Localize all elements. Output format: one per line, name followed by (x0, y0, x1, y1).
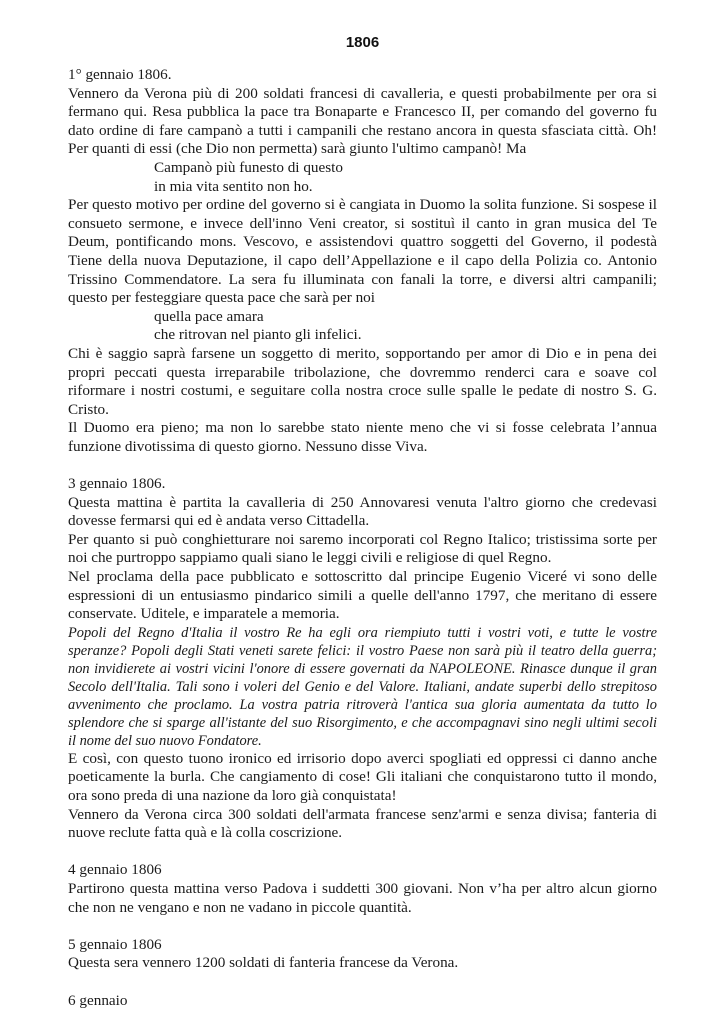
paragraph: Partirono questa mattina verso Padova i suddetti 300 giovani. Non v’ha per altro alcun giorno che non ne vengano e non ne vadano in piccole quantità. (68, 879, 657, 916)
verse-line: quella pace amara (154, 307, 264, 325)
entry-date: 1° gennaio 1806. (68, 66, 172, 83)
paragraph: Nel proclama della pace pubblicato e sottoscritto dal principe Eugenio Viceré vi sono delle espressioni di un entusiasmo pindarico simili a quelle dell'anno 1797, che meritano di essere conservate. Uditele, e imparatele a memoria. (68, 568, 657, 623)
paragraph: Il Duomo era pieno; ma non lo sarebbe stato niente meno che vi si fosse celebrata l’annua funzione divotissima di questo giorno. Nessuno disse Viva. (68, 419, 657, 455)
proclamation-quote: Popoli del Regno d'Italia il vostro Re ha egli ora riempiuto tutti i vostri voti, e tutte le vostre speranze? Popoli degli Stati veneti sarete felici: il vostro Paese non sarà più il teatro della guerra; non invidierete ai vostri vicini l'onore di essere governati da NAPOLEONE. Rinasce dunque il gran Secolo dell'Italia. Tali sono i voleri del Genio e del Valore. Italiani, andate superbi dello strepitoso avvenimento che proclamo. La vostra patria ritroverà l'antica sua gloria aumentata da tutto lo splendore che si sparge all'istante del suo Risorgimento, e che accompagnavi sino negli ultimi secoli il nome del suo nuovo Fondatore. (68, 624, 657, 749)
entry-date: 6 gennaio (68, 991, 128, 1009)
spacer (68, 917, 657, 936)
verse-line: che ritrovan nel pianto gli infelici. (154, 326, 362, 344)
paragraph: Per questo motivo per ordine del governo si è cangiata in Duomo la solita funzione. Si sospese il consueto sermone, e invece dell'inno Veni creator, si sostituì il canto in gran musica del Te Deum, pontificando mons. Vescovo, e assistendovi quattro soggetti del Governo, il podestà Tiene della nuova Deputazione, il capo dell’Appellazione e il capo della Polizia co. Antonio Trissino Commendatore. La sera fu illuminata con fanali la torre, e diversi altri campanili; questo per festeggiare questa pace che sarà per noi (68, 196, 657, 307)
entry-date: 5 gennaio 1806 (68, 935, 162, 953)
paragraph: E così, con questo tuono ironico ed irrisorio dopo averci spogliati ed oppressi ci danno anche poeticamente la burla. Che cangiamento di cose! Gli italiani che conquistarono tutto il mondo, ora sono preda di una nazione da loro già conquistata! (68, 749, 657, 804)
paragraph: Per quanto si può conghietturare noi saremo incorporati col Regno Italico; tristissima sorte per noi che purtroppo sappiamo quali siano le leggi civili e religiose di quel Regno. (68, 530, 657, 567)
verse-line: in mia vita sentito non ho. (154, 177, 313, 195)
spacer (68, 456, 657, 475)
entry-date: 3 gennaio 1806. (68, 475, 166, 493)
paragraph: Vennero da Verona più di 200 soldati francesi di cavalleria, e questi probabilmente per ora si fermano qui. Resa pubblica la pace tra Bonaparte e Francesco II, per comando del governo fu dato ordine di fare campanò a tutti i campanili che restano ancora in questa sfasciata città. Oh! Per quanti di essi (che Dio non permetta) sarà giunto l'ultimo campanò! Ma (68, 84, 657, 158)
paragraph: Vennero da Verona circa 300 soldati dell'armata francese senz'armi e senza divisa; fanteria di nuove reclute fatta quà e là colla coscrizione. (68, 805, 657, 842)
paragraph: Questa mattina è partita la cavalleria di 250 Annovaresi venuta l'altro giorno che credevasi dovesse fermarsi qui ed è andata verso Cittadella. (68, 493, 657, 530)
spacer (68, 843, 657, 862)
spacer (68, 973, 657, 992)
document-body (68, 66, 657, 1010)
entry-date: 4 gennaio 1806 (68, 861, 162, 879)
page-title: 1806 (345, 34, 380, 51)
paragraph: Questa sera vennero 1200 soldati di fanteria francese da Verona. (68, 954, 459, 972)
paragraph: Chi è saggio saprà farsene un soggetto di merito, sopportando per amor di Dio e in pena dei propri peccati questa irreparabile tribolazione, che dovremmo renderci cara e soave col riformare i nostri costumi, e seguitare colla nostra croce sulle spalle le pedate di nostro S. G. Cristo. (68, 344, 657, 418)
verse-line: Campanò più funesto di questo (154, 158, 343, 176)
